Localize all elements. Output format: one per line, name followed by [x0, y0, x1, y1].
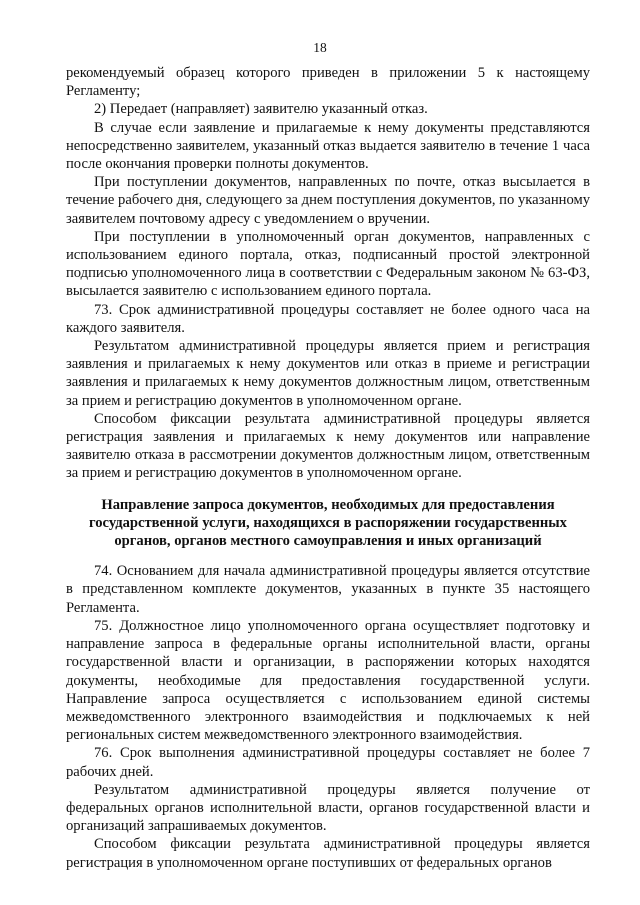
paragraph: При поступлении документов, направленных по почте, отказ высылается в течение рабочего дня, следующего за днем поступления документов, по указанному заявителем почтовому адресу с уведомлением о вручении.	[66, 174, 590, 227]
page-number: 18	[313, 40, 327, 55]
paragraph: рекомендуемый образец которого приведен в приложении 5 к настоящему Регламенту;	[66, 65, 590, 100]
paragraph: 74. Основанием для начала административной процедуры является отсутствие в представленном комплекте документов, указанных в пункте 35 настоящего Регламента.	[66, 563, 590, 616]
paragraph: При поступлении в уполномоченный орган документов, направленных с использованием единого портала, отказ, подписанный простой электронной подписью уполномоченного лица в соответствии с Федеральным законом № 63-ФЗ, высылается заявителю с использованием единого портала.	[66, 228, 590, 300]
paragraph: Способом фиксации результата административной процедуры является регистрация в уполномоченном органе поступивших от федеральных органов	[66, 836, 590, 871]
paragraph: 76. Срок выполнения административной процедуры составляет не более 7 рабочих дней.	[66, 745, 590, 780]
paragraph: 2) Передает (направляет) заявителю указанный отказ.	[94, 101, 428, 118]
paragraph: Результатом административной процедуры является получение от федеральных органов исполнительной власти, органов государственной власти и организаций запрашиваемых документов.	[66, 781, 590, 835]
paragraph: Результатом административной процедуры является прием и регистрация заявления и прилагаемых к нему документов или отказ в приеме и регистрации заявления и прилагаемых к нему документов должностным лицом, ответственным за прием и регистрацию документов в уполномоченном органе.	[66, 338, 590, 409]
section-heading: Направление запроса документов, необходимых для предоставления государственной услуги, находящихся в распоряжении государственных органов, органов местного самоуправления и иных организаций	[89, 496, 567, 550]
paragraph: 73. Срок административной процедуры составляет не более одного часа на каждого заявителя.	[66, 301, 590, 336]
paragraph: 75. Должностное лицо уполномоченного органа осуществляет подготовку и направление запроса в федеральные органы исполнительной власти, органы государственной власти и организации, в распоряжении которых находятся документы, необходимые для предоставления государственной услуги. Направление запроса осуществляется с использованием единой системы межведомственного электронного взаимодействия и подключаемых к ней региональных систем межведомственного электронного взаимодействия.	[66, 617, 590, 744]
paragraph: В случае если заявление и прилагаемые к нему документы представляются непосредственно заявителем, указанный отказ выдается заявителю в течение 1 часа после окончания проверки полноты документов.	[66, 119, 590, 173]
paragraph: Способом фиксации результата административной процедуры является регистрация заявления и прилагаемых к нему документов или направление заявителю отказа в рассмотрении документов должностным лицом, ответственным за прием и регистрацию документов в уполномоченном органе.	[66, 410, 590, 482]
document-body	[66, 64, 590, 872]
